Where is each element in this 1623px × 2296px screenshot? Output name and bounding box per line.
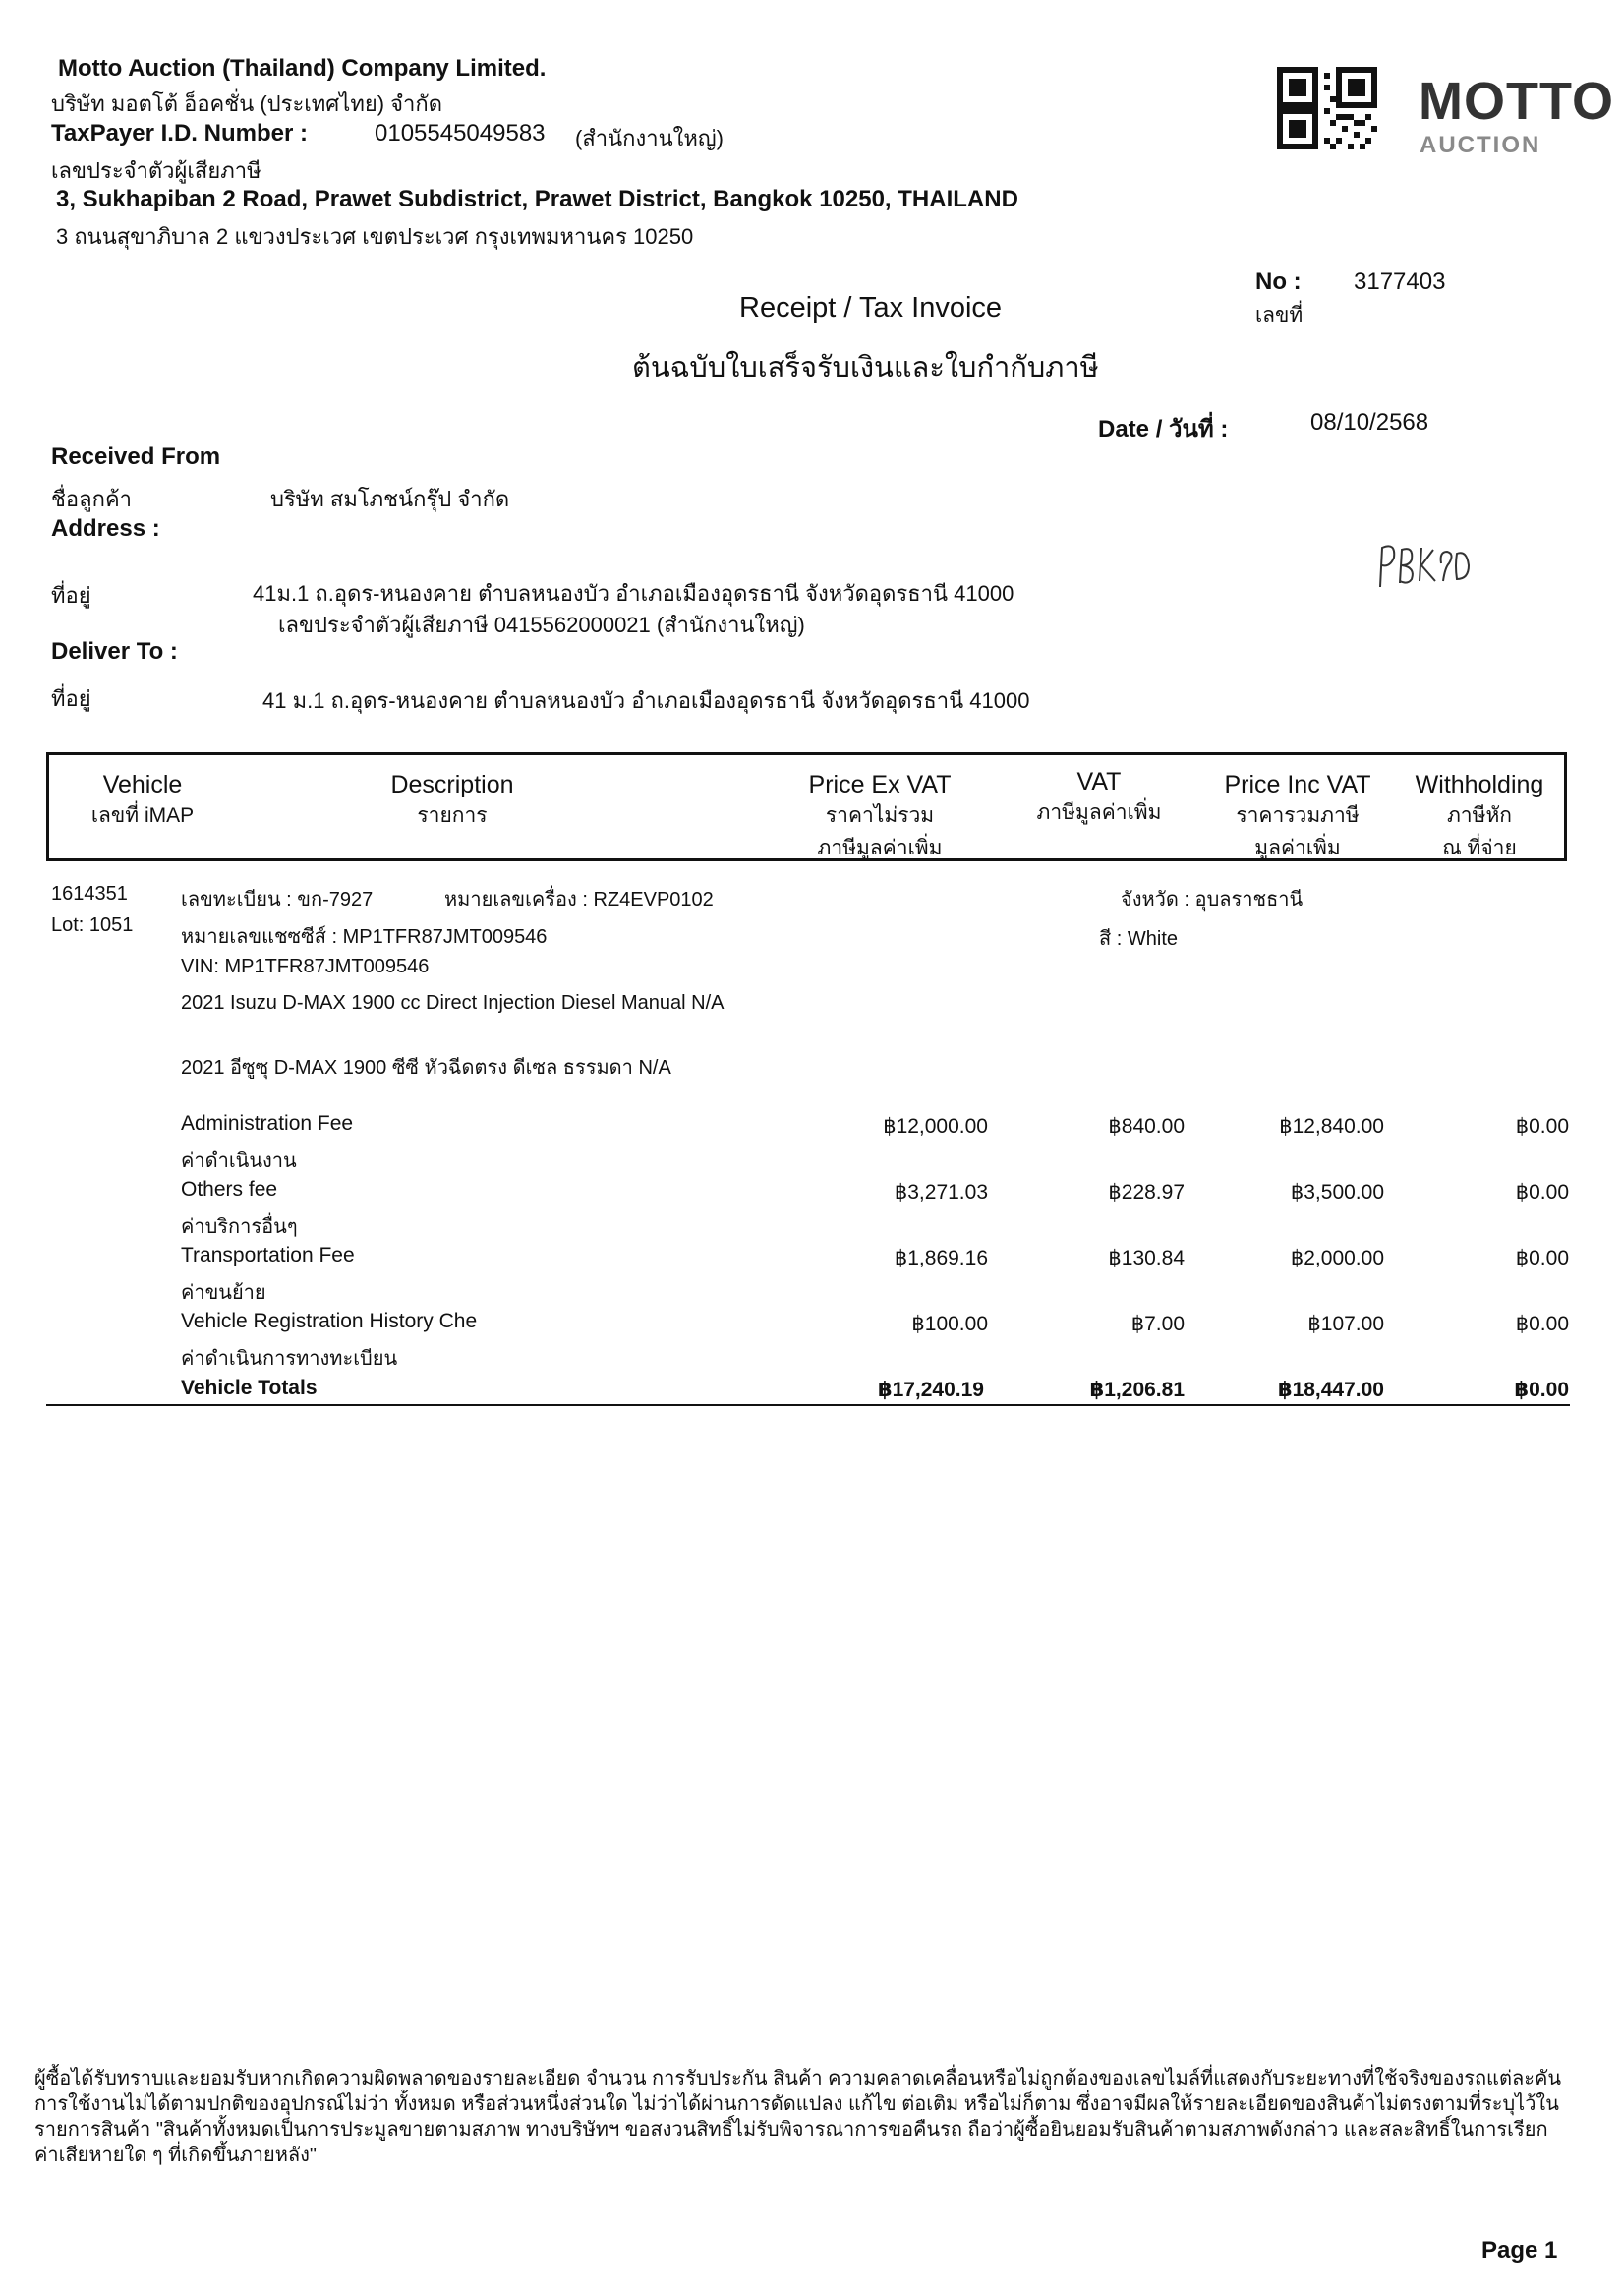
fee-price-ex: ฿1,869.16 (894, 1247, 988, 1269)
col-vat-label-th: ภาษีมูลค่าเพิ่ม (1036, 801, 1162, 824)
fee-name: Others fee (181, 1178, 278, 1201)
col-withholding-label-th1: ภาษีหัก (1446, 804, 1513, 827)
vehicle-vin: VIN: MP1TFR87JMT009546 (181, 956, 430, 977)
fee-vat: ฿228.97 (1108, 1181, 1185, 1204)
taxpayer-label: TaxPayer I.D. Number : (51, 120, 308, 147)
col-price-inc-label: Price Inc VAT (1224, 771, 1371, 798)
col-price-ex-label-th2: ภาษีมูลค่าเพิ่ม (817, 837, 943, 859)
vehicle-engine: หมายเลขเครื่อง : RZ4EVP0102 (444, 889, 714, 911)
fee-price-ex: ฿3,271.03 (894, 1181, 988, 1204)
col-withholding-label-th2: ณ ที่จ่าย (1442, 837, 1517, 859)
fee-price-inc: ฿2,000.00 (1290, 1247, 1384, 1269)
company-address-th: 3 ถนนสุขาภิบาล 2 แขวงประเวศ เขตประเวศ กรุงเทพมหานคร 10250 (56, 224, 694, 249)
col-vehicle-label: Vehicle (102, 771, 183, 798)
invoice-no-label-th: เลขที่ (1255, 304, 1304, 326)
col-price-inc-label-th2: มูลค่าเพิ่ม (1254, 837, 1341, 859)
address-label: Address : (51, 515, 160, 542)
fee-price-inc: ฿12,840.00 (1279, 1115, 1384, 1138)
fee-price-ex: ฿100.00 (911, 1313, 988, 1335)
disclaimer-text: ผู้ซื้อได้รับทราบและยอมรับหากเกิดความผิดพลาดของรายละเอียด จำนวน การรับประกัน สินค้า ความคลาดเคลื่อนหรือไม่ถูกต้องของเลขไมล์ที่แสดงกับระยะทางที่ใช้จริงของรถแต่ละคัน การใช้งานไม่ได้ตามปกติของอุปกรณ์ไม่ว่า ทั้งหมด หรือส่วนหนึ่งส่วนใด ไม่ว่าได้ผ่านการดัดแปลง แก้ไข ต่อเติม หรือไม่ก็ตาม ซึ่งอาจมีผลให้รายละเอียดของสินค้าไม่ตรงตามที่ระบุไว้ใน รายการสินค้า "สินค้าทั้งหมดเป็นการประมูลขายตามสภาพ ทางบริษัทฯ ขอสงวนสิทธิ์ไม่รับพิจารณาการขอคืนรถ ถือว่าผู้ซื้อยินยอมรับสินค้าตามสภาพดังกล่าว และสละสิทธิ์ในการเรียกค่าเสียหายใด ๆ ที่เกิดขึ้นภายหลัง" (34, 2068, 1561, 2166)
invoice-no-label: No : (1255, 268, 1302, 295)
date-value: 08/10/2568 (1310, 409, 1429, 436)
totals-price-inc: ฿18,447.00 (1277, 1379, 1384, 1401)
company-name-th: บริษัท มอตโต้ อ็อคชั่น (ประเทศไทย) จำกัด (51, 91, 442, 116)
fee-vat: ฿7.00 (1130, 1313, 1185, 1335)
totals-withholding: ฿0.00 (1514, 1379, 1569, 1401)
motto-logo-sub: AUCTION (1420, 132, 1541, 158)
fee-vat: ฿840.00 (1108, 1115, 1185, 1138)
fee-name-th: ค่าขนย้าย (181, 1282, 266, 1304)
col-price-ex (772, 771, 988, 864)
vehicle-plate: เลขทะเบียน : ขก-7927 (181, 889, 374, 911)
document-title-th: ต้นฉบับใบเสร็จรับเงินและใบกำกับภาษี (632, 352, 1099, 383)
page-number: Page 1 (1481, 2237, 1558, 2264)
col-price-inc-label-th1: ราคารวมภาษี (1236, 804, 1360, 827)
fee-name: Administration Fee (181, 1112, 354, 1135)
fee-withholding: ฿0.00 (1515, 1181, 1569, 1204)
col-withholding (1396, 771, 1563, 864)
fee-price-inc: ฿3,500.00 (1290, 1181, 1384, 1204)
taxpayer-branch: (สำนักงานใหญ่) (575, 126, 724, 150)
fee-price-ex: ฿12,000.00 (883, 1115, 988, 1138)
vehicle-province: จังหวัด : อุบลราชธานี (1121, 889, 1304, 911)
customer-name-label-th: ชื่อลูกค้า (51, 487, 133, 511)
fee-vat: ฿130.84 (1108, 1247, 1185, 1269)
col-price-ex-label-th1: ราคาไม่รวม (825, 804, 935, 827)
address-label-th: ที่อยู่ (51, 583, 91, 608)
customer-name: บริษัท สมโภชน์กรุ๊ป จำกัด (270, 487, 510, 511)
taxpayer-id: 0105545049583 (375, 120, 546, 147)
totals-price-ex: ฿17,240.19 (877, 1379, 984, 1401)
vehicle-model-th: 2021 อีซูซุ D-MAX 1900 ซีซี หัวฉีดตรง ดีเซล ธรรมดา N/A (181, 1057, 671, 1079)
totals-vat: ฿1,206.81 (1089, 1379, 1185, 1401)
company-name-en: Motto Auction (Thailand) Company Limited. (58, 55, 547, 82)
deliver-address: 41 ม.1 ถ.อุดร-หนองคาย ตำบลหนองบัว อำเภอเมืองอุดรธานี จังหวัดอุดรธานี 41000 (262, 688, 1030, 713)
fee-name: Vehicle Registration History Che (181, 1310, 478, 1332)
totals-label: Vehicle Totals (181, 1377, 318, 1399)
fee-withholding: ฿0.00 (1515, 1313, 1569, 1335)
document-title: Receipt / Tax Invoice (739, 292, 1003, 324)
col-vehicle-label-th: เลขที่ iMAP (90, 804, 195, 827)
vehicle-color: สี : White (1099, 928, 1178, 950)
fee-name-th: ค่าดำเนินงาน (181, 1150, 297, 1172)
motto-logo: MOTTO (1419, 72, 1614, 131)
col-price-ex-label: Price Ex VAT (808, 771, 952, 798)
col-vat (1011, 768, 1188, 829)
received-from-label: Received From (51, 443, 221, 470)
vehicle-lot: Lot: 1051 (51, 914, 134, 936)
vehicle-model-en: 2021 Isuzu D-MAX 1900 cc Direct Injection Diesel Manual N/A (181, 992, 725, 1014)
fee-name-th: ค่าบริการอื่นๆ (181, 1216, 298, 1238)
col-description (344, 771, 560, 832)
vehicle-chassis: หมายเลขแชซซีส์ : MP1TFR87JMT009546 (181, 926, 548, 948)
col-vat-label: VAT (1076, 768, 1122, 795)
fee-price-inc: ฿107.00 (1307, 1313, 1384, 1335)
fee-name-th: ค่าดำเนินการทางทะเบียน (181, 1348, 398, 1370)
col-description-label-th: รายการ (417, 804, 488, 827)
company-address-en: 3, Sukhapiban 2 Road, Prawet Subdistrict, Prawet District, Bangkok 10250, THAILAND (56, 186, 1018, 212)
col-price-inc (1194, 771, 1401, 864)
fee-withholding: ฿0.00 (1515, 1115, 1569, 1138)
qr-code-icon (1277, 67, 1379, 151)
fee-withholding: ฿0.00 (1515, 1247, 1569, 1269)
handwritten-note (1374, 536, 1482, 595)
col-vehicle (59, 771, 226, 832)
table-bottom-divider (46, 1404, 1570, 1406)
date-label: Date / วันที่ : (1098, 416, 1229, 442)
taxpayer-label-th: เลขประจำตัวผู้เสียภาษี (51, 158, 261, 183)
fee-name: Transportation Fee (181, 1244, 355, 1266)
vehicle-imap: 1614351 (51, 883, 128, 905)
deliver-to-label: Deliver To : (51, 638, 178, 665)
col-description-label: Description (390, 771, 514, 798)
col-withholding-label: Withholding (1415, 771, 1544, 798)
deliver-label-th: ที่อยู่ (51, 686, 91, 711)
customer-address: 41ม.1 ถ.อุดร-หนองคาย ตำบลหนองบัว อำเภอเมืองอุดรธานี จังหวัดอุดรธานี 41000 (253, 581, 1014, 606)
invoice-no-value: 3177403 (1354, 268, 1446, 295)
customer-tax-id: เลขประจำตัวผู้เสียภาษี 0415562000021 (สำนักงานใหญ่) (278, 613, 805, 637)
